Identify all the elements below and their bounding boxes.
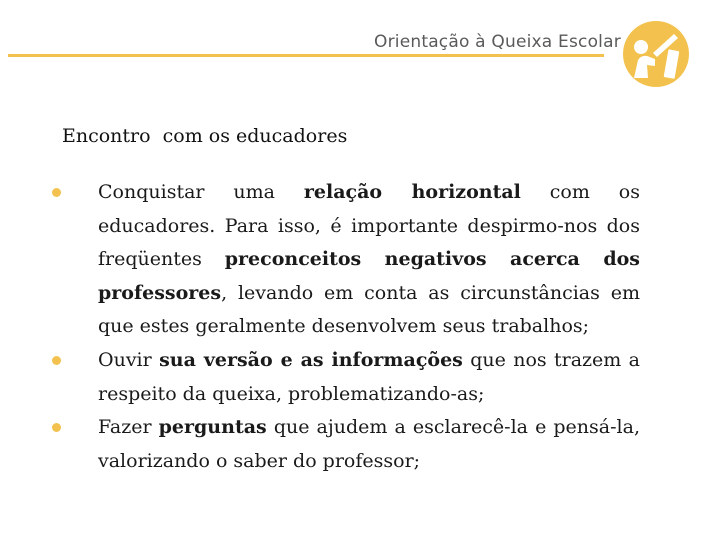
bullet-text: com os educadores. Para isso, é importante despirmo-nos dos freqüentes (98, 181, 640, 271)
bullet-bold-text: perguntas (158, 416, 267, 439)
bullet-dot-icon (52, 188, 61, 197)
bullet-text: que nos trazem a respeito da queixa, problematizando-as; (98, 348, 640, 405)
bullet-text: , levando em conta as circunstâncias em que estes geralmente desenvolvem seus trabalhos; (98, 281, 640, 338)
bullet-text: Fazer (98, 416, 159, 439)
slide-heading: Encontro com os educadores (62, 125, 348, 147)
bullet-text: Conquistar uma (98, 181, 304, 203)
bullet-list (50, 176, 640, 478)
child-with-book-icon (622, 20, 690, 88)
bullet-bold-text: relação horizontal (303, 181, 521, 203)
bullet-item (50, 176, 640, 344)
header-divider (8, 54, 604, 57)
bullet-dot-icon (52, 423, 61, 432)
bullet-dot-icon (52, 356, 61, 365)
bullet-text: Ouvir (98, 348, 160, 371)
bullet-bold-text: preconceitos negativos acerca dos professores (98, 248, 640, 304)
header-title: Orientação à Queixa Escolar (374, 32, 621, 52)
bullet-item (50, 344, 640, 411)
bullet-item (50, 411, 640, 478)
bullet-bold-text: sua versão e as informações (159, 348, 463, 371)
bullet-text: que ajudem a esclarecê-la e pensá-la, valorizando o saber do professor; (98, 416, 640, 472)
